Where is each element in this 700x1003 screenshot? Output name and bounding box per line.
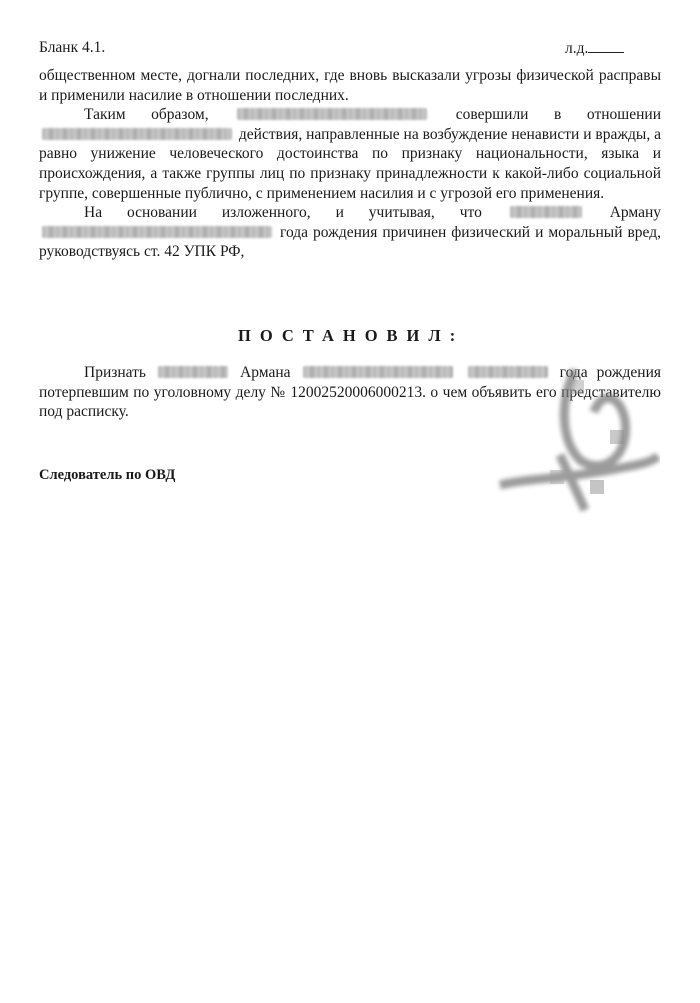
body-text (39, 66, 661, 262)
p2-text-b: совершили в отношении (455, 106, 661, 124)
decree-text-b: Армана (240, 364, 291, 381)
sheet-number (565, 39, 624, 58)
p3-text-b: Арману (609, 204, 662, 222)
sheet-number-blank (588, 39, 624, 53)
p3-text-c: года рождения причинен физический и моральный вред, руководствуясь ст. 42 УПК РФ, (39, 223, 661, 261)
redacted-names-1 (237, 108, 427, 120)
redacted-surname-2 (158, 366, 228, 378)
p2-text-a: Таким образом, (84, 106, 209, 124)
decree-text-a: Признать (84, 364, 146, 381)
form-label: Бланк 4.1. (39, 39, 106, 56)
redacted-names-2 (42, 128, 232, 140)
decree-text-c: года рождения потерпевшим по уголовному делу № 12002520006000213. о чем объявить его представителю под расписку. (39, 364, 661, 421)
p3-text-a: На основании изложенного, и учитывая, что (84, 204, 482, 222)
sheet-label: л.д. (565, 40, 589, 57)
paragraph-2 (39, 105, 661, 203)
paragraph-1: общественном месте, догнали последних, где вновь высказали угрозы физической расправы и применили насилие в отношении последних. (39, 67, 661, 104)
signer-title: Следователь по ОВД (39, 467, 176, 483)
signature-image (490, 360, 660, 520)
p2-text-c: действия, направленные на возбуждение ненависти и вражды, а равно унижение человеческого достоинства по признаку национальности, языка и происхождения, а также группы лиц по признаку принадлежности к какой-либо социальной группе, совершенные публично, с применением насилия и с угрозой его применения. (39, 125, 661, 202)
paragraph-3 (39, 203, 661, 262)
heading-decision: ПОСТАНОВИЛ: (238, 326, 465, 345)
redacted-surname-1 (510, 206, 582, 218)
redacted-patronymic-2 (303, 366, 453, 378)
redacted-patronymic-date-1 (42, 226, 272, 238)
